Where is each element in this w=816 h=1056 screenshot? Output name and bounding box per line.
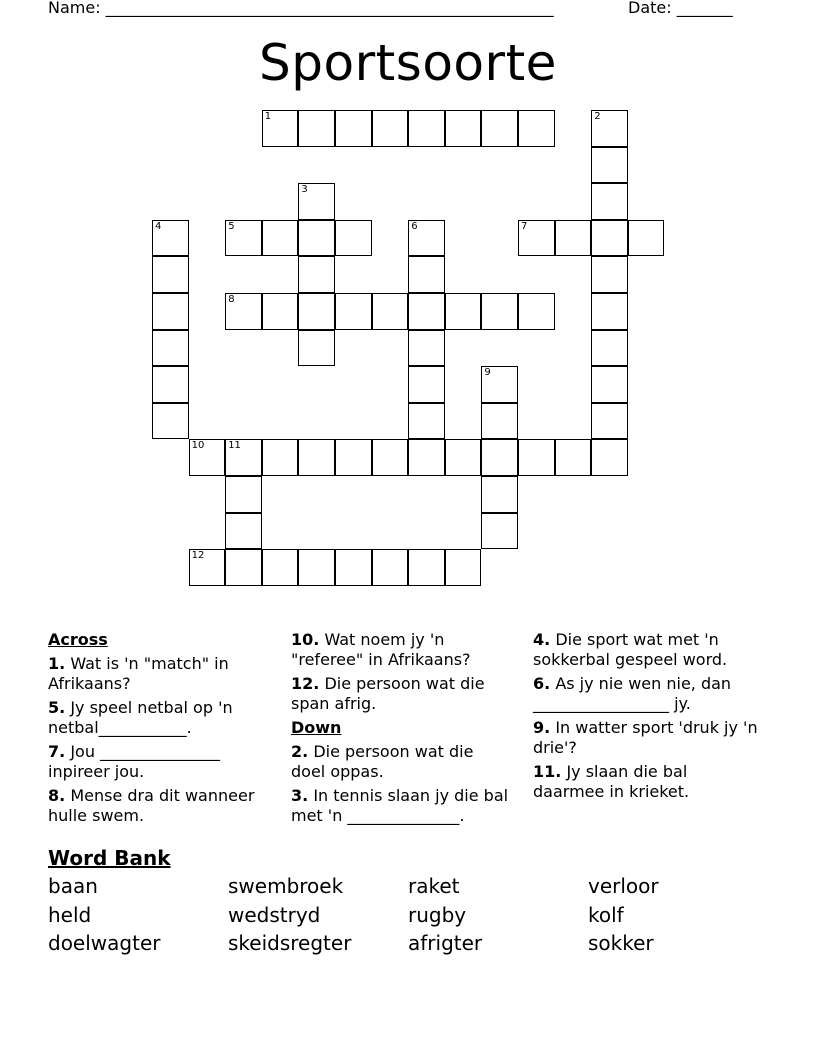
grid-cell[interactable] [445,110,482,147]
grid-cell[interactable] [372,293,409,330]
word-bank-title: Word Bank [48,846,171,870]
clue-across-8: 8. Mense dra dit wanneer hulle swem. [48,786,255,825]
grid-cell[interactable] [518,439,555,476]
grid-cell[interactable] [189,439,226,476]
clue-down-11: 11. Jy slaan die bal daarmee in krieket. [533,762,690,801]
grid-cell[interactable] [372,110,409,147]
grid-cell[interactable] [225,439,262,476]
cell-number: 2 [594,111,601,122]
word-bank-item: afrigter [408,931,483,955]
grid-cell[interactable] [408,366,445,403]
clues-column-2 [291,630,511,830]
word-bank-item: raket [408,874,460,898]
grid-cell[interactable] [591,183,628,220]
word-bank-item: rugby [408,903,467,927]
grid-cell[interactable] [298,549,335,586]
grid-cell[interactable] [225,220,262,257]
grid-cell[interactable] [152,330,189,367]
grid-cell[interactable] [408,549,445,586]
grid-cell[interactable] [445,549,482,586]
grid-cell[interactable] [518,293,555,330]
grid-cell[interactable] [298,439,335,476]
grid-cell[interactable] [298,293,335,330]
grid-cell[interactable] [518,110,555,147]
clue-down-6: 6. As jy nie wen nie, dan _________________ jy. [533,674,732,713]
grid-cell[interactable] [335,293,372,330]
word-bank-item: verloor [588,874,659,898]
grid-cell[interactable] [225,513,262,550]
grid-cell[interactable] [481,366,518,403]
grid-cell[interactable] [262,110,299,147]
cell-number: 1 [264,111,272,122]
grid-cell[interactable] [555,439,592,476]
word-bank-item: doelwagter [48,931,161,955]
clue-down-2: 2. Die persoon wat die doel oppas. [291,742,474,781]
grid-cell[interactable] [298,256,335,293]
cell-number: 4 [155,220,162,232]
grid-cell[interactable] [262,293,299,330]
grid-cell[interactable] [555,220,592,257]
cell-number: 8 [228,294,235,305]
grid-cell[interactable] [298,183,335,220]
grid-cell[interactable] [481,403,518,440]
grid-cell[interactable] [372,439,409,476]
word-bank-item: wedstryd [228,903,321,927]
clue-across-1: 1. Wat is 'n "match" in Afrikaans? [48,654,229,693]
grid-cell[interactable] [591,330,628,367]
grid-cell[interactable] [225,549,262,586]
grid-cell[interactable] [225,476,262,513]
grid-cell[interactable] [481,513,518,550]
grid-cell[interactable] [408,293,445,330]
grid-cell[interactable] [262,549,299,586]
grid-cell[interactable] [225,293,262,330]
grid-cell[interactable] [408,403,445,440]
grid-cell[interactable] [262,220,299,257]
clue-across-10: 10. Wat noem jy 'n "referee" in Afrikaans? [291,630,471,669]
grid-cell[interactable] [152,366,189,403]
across-heading: Across [48,630,108,649]
cell-number: 7 [521,220,528,232]
grid-cell[interactable] [481,439,518,476]
grid-cell[interactable] [591,110,628,147]
cell-number: 12 [191,550,205,562]
grid-cell[interactable] [298,220,335,257]
grid-cell[interactable] [298,110,335,147]
word-bank-item: sokker [588,931,654,955]
grid-cell[interactable] [591,403,628,440]
grid-cell[interactable] [591,439,628,476]
grid-cell[interactable] [408,439,445,476]
cell-number: 6 [411,220,418,232]
grid-cell[interactable] [335,549,372,586]
word-bank-item: swembroek [228,874,344,898]
grid-cell[interactable] [335,220,372,257]
grid-cell[interactable] [408,256,445,293]
clue-down-3: 3. In tennis slaan jy die bal met 'n ______________. [291,786,509,825]
grid-cell[interactable] [591,147,628,184]
cell-number: 5 [228,220,235,232]
grid-cell[interactable] [408,330,445,367]
clues-column-1 [48,630,268,830]
grid-cell[interactable] [152,256,189,293]
grid-cell[interactable] [591,220,628,257]
name-line: Name: ________________________________________________________ [48,0,554,17]
grid-cell[interactable] [189,549,226,586]
grid-cell[interactable] [518,220,555,257]
cell-number: 10 [191,440,205,452]
cell-number: 9 [484,367,491,379]
grid-cell[interactable] [591,256,628,293]
word-bank-item: held [48,903,92,927]
date-line: Date: _______ [628,0,733,17]
grid-cell[interactable] [372,549,409,586]
clue-across-5: 5. Jy speel netbal op 'n netbal___________. [48,698,233,737]
cell-number: 11 [228,440,241,452]
grid-cell[interactable] [152,293,189,330]
word-bank-item: kolf [588,903,624,927]
grid-cell[interactable] [591,293,628,330]
down-heading: Down [291,718,342,737]
grid-cell[interactable] [298,330,335,367]
grid-cell[interactable] [445,439,482,476]
clue-across-7: 7. Jou _______________ inpireer jou. [48,742,221,781]
grid-cell[interactable] [628,220,665,257]
cell-number: 3 [301,184,308,196]
grid-cell[interactable] [591,366,628,403]
clue-down-9: 9. In watter sport 'druk jy 'n drie'? [533,718,758,757]
grid-cell[interactable] [481,293,518,330]
grid-cell[interactable] [152,220,189,257]
clues-column-3 [533,630,758,806]
grid-cell[interactable] [335,439,372,476]
grid-cell[interactable] [445,293,482,330]
grid-cell[interactable] [152,403,189,440]
clue-across-12: 12. Die persoon wat die span afrig. [291,674,485,713]
grid-cell[interactable] [481,110,518,147]
grid-cell[interactable] [408,220,445,257]
word-bank-item: skeidsregter [228,931,352,955]
clue-down-4: 4. Die sport wat met 'n sokkerbal gespeel word. [533,630,728,669]
page-title: Sportsoorte [259,34,557,92]
grid-cell[interactable] [335,110,372,147]
grid-cell[interactable] [481,476,518,513]
grid-cell[interactable] [262,439,299,476]
grid-cell[interactable] [408,110,445,147]
word-bank-item: baan [48,874,98,898]
